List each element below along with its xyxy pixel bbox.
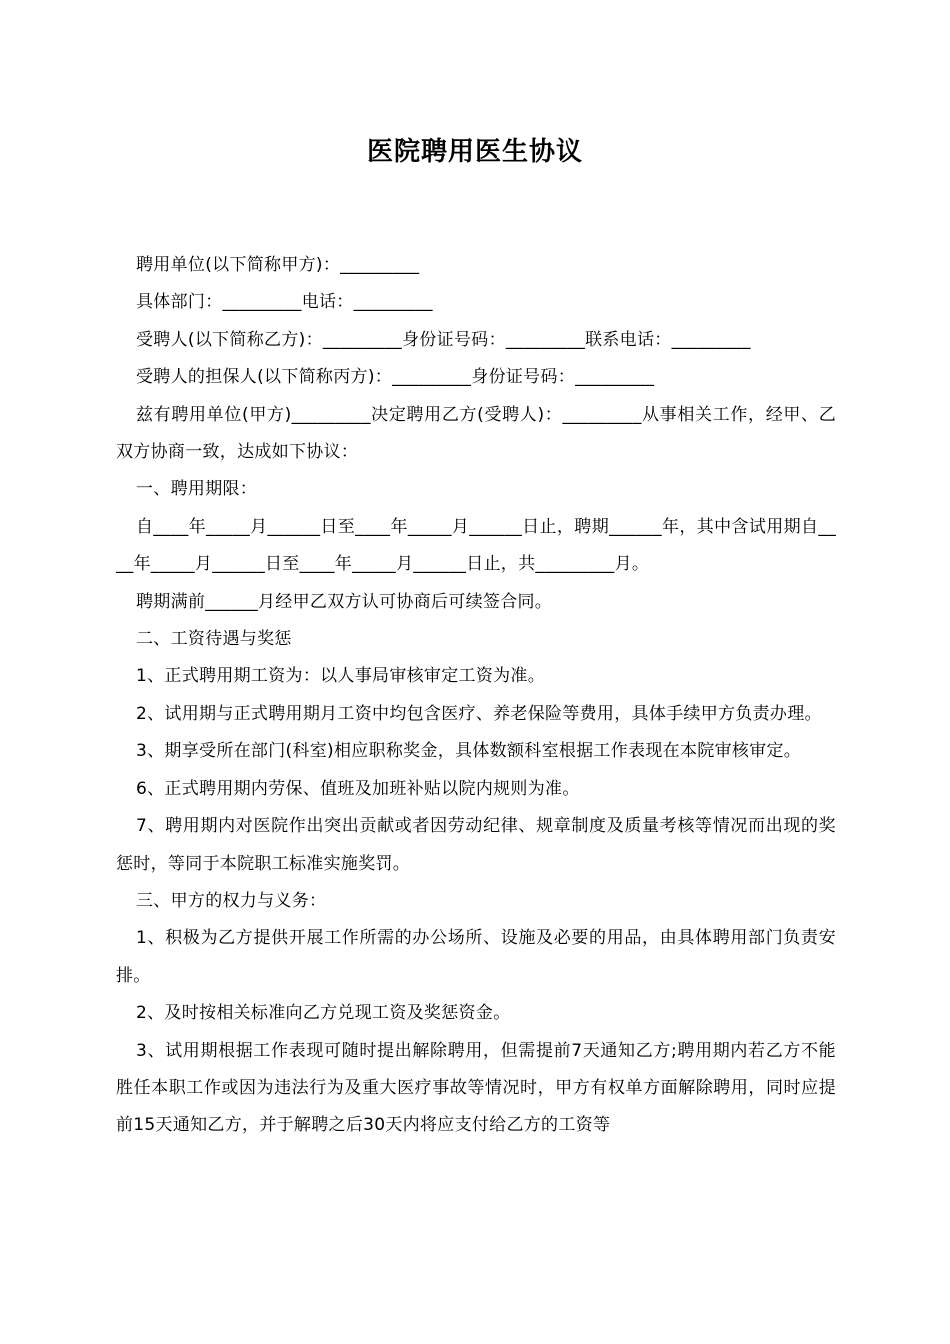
paragraph-salary-7: 7、聘用期内对医院作出突出贡献或者因劳动纪律、规章制度及质量考核等情况而出现的奖惩时，等同于本院职工标准实施奖罚。 [116,816,836,874]
paragraph-salary-2: 2、试用期与正式聘用期月工资中均包含医疗、养老保险等费用，具体手续甲方负责办理。 [136,703,822,724]
section-heading-salary: 二、工资待遇与奖惩 [136,629,292,650]
paragraph-guarantor: 受聘人的担保人(以下简称丙方)：_________身份证号码：_________ [136,367,655,388]
paragraph-intro: 兹有聘用单位(甲方)_________决定聘用乙方(受聘人)：_________从事相关工作，经甲、乙双方协商一致，达成如下协议： [116,404,836,463]
paragraph-department: 具体部门：_________电话：_________ [136,292,433,313]
section-heading-term: 一、聘用期限： [136,479,258,500]
paragraph-party-a-2: 2、及时按相关标准向乙方兑现工资及奖惩资金。 [136,1003,511,1024]
paragraph-salary-6: 6、正式聘用期内劳保、值班及加班补贴以院内规则为准。 [136,778,580,799]
paragraph-term-dates: 自____年_____月______日至____年_____月______日止，聘期______年，其中含试用期自____年_____月______日至____年_____月______日止，共_________月。 [116,516,836,575]
paragraph-party-a-1: 1、积极为乙方提供开展工作所需的办公场所、设施及必要的用品，由具体聘用部门负责安排。 [116,928,836,986]
paragraph-party-a-3: 3、试用期根据工作表现可随时提出解除聘用，但需提前7天通知乙方;聘用期内若乙方不能胜任本职工作或因为违法行为及重大医疗事故等情况时，甲方有权单方面解除聘用，同时应提前15天通知乙方，并于解聘之后30天内将应支付给乙方的工资等 [116,1040,836,1136]
paragraph-salary-1: 1、正式聘用期工资为：以人事局审核审定工资为准。 [136,666,546,687]
paragraph-renewal: 聘期满前______月经甲乙双方认可协商后可续签合同。 [136,591,553,612]
paragraph-salary-3: 3、期享受所在部门(科室)相应职称奖金，具体数额科室根据工作表现在本院审核审定。 [136,741,802,762]
paragraph-employer: 聘用单位(以下简称甲方)：_________ [136,255,420,275]
paragraph-employee: 受聘人(以下简称乙方)：_________身份证号码：_________联系电话：_________ [136,329,751,350]
document-body [116,247,836,1145]
document-title: 医院聘用医生协议 [366,137,583,167]
section-heading-party-a: 三、甲方的权力与义务： [136,890,327,911]
